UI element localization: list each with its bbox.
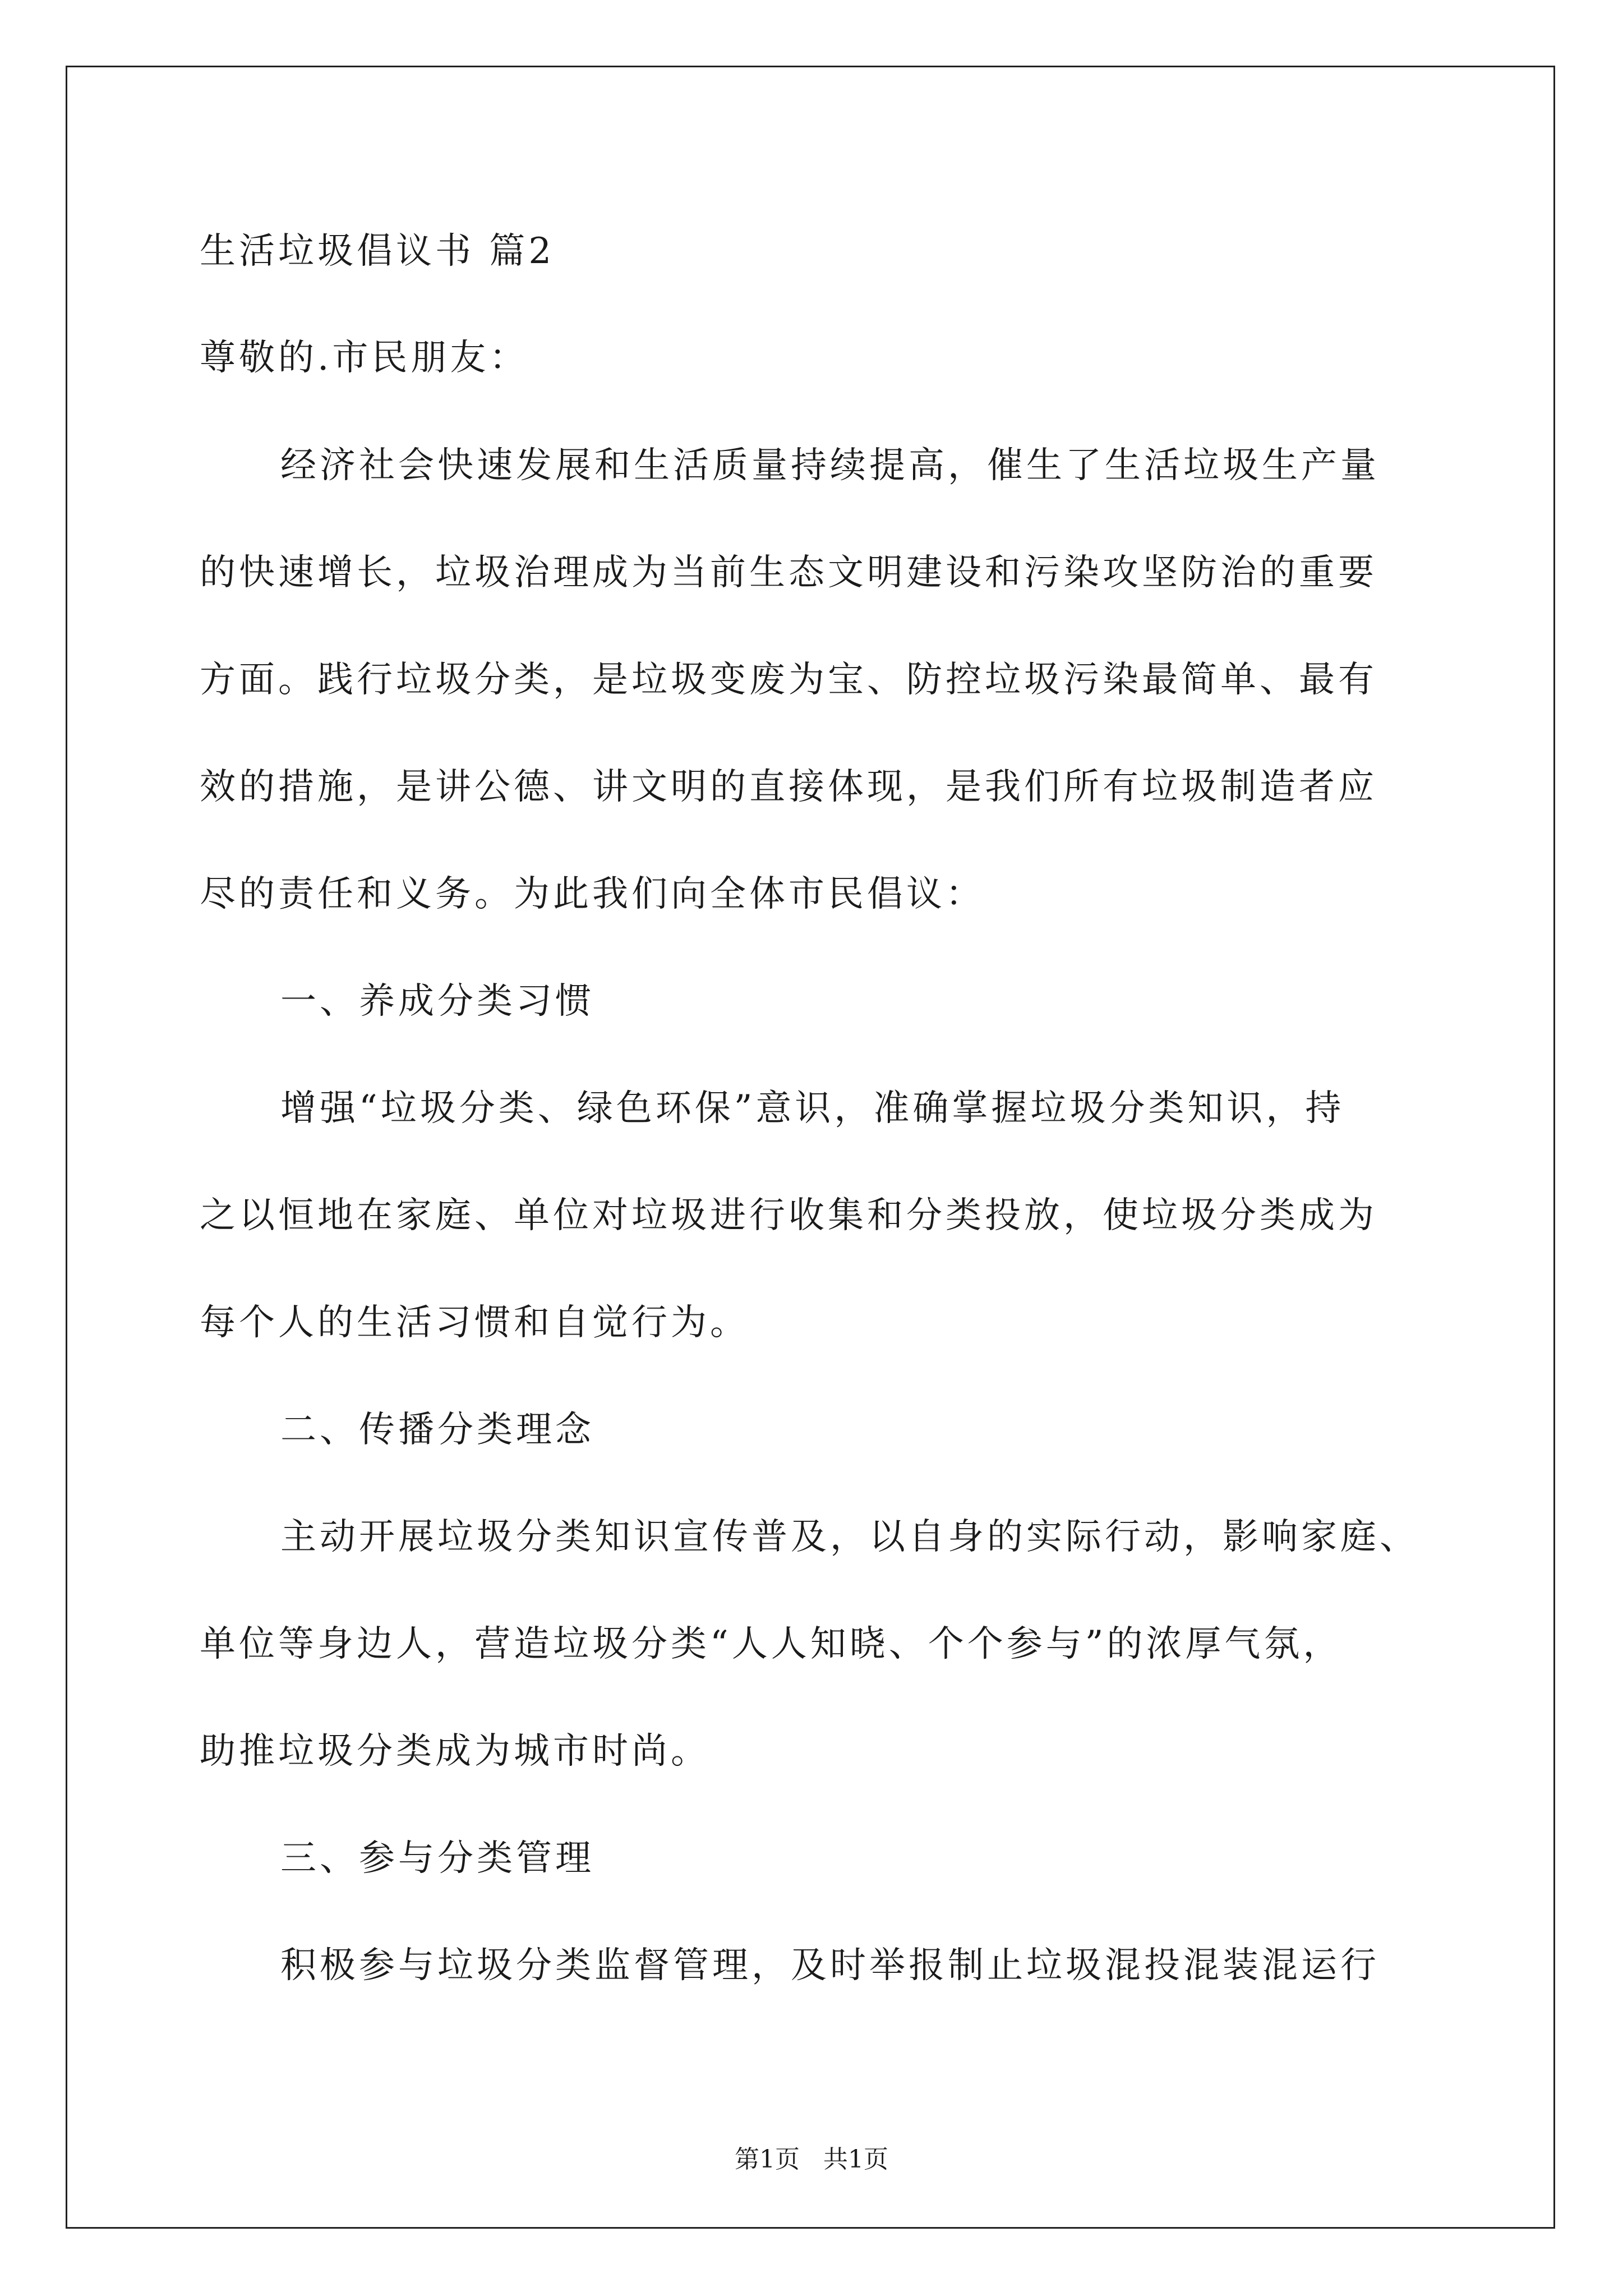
paragraph-line: 每个人的生活习惯和自觉行为。 [200,1302,749,1343]
page-border [66,66,1555,2229]
paragraph-line: 单位等身边人，营造垃圾分类“人人知晓、个个参与”的浓厚气氛， [200,1623,1343,1665]
section-heading: 二、传播分类理念 [280,1409,594,1451]
paragraph-line: 积极参与垃圾分类监督管理，及时举报制止垃圾混投混装混运行 [280,1945,1380,1986]
document-title: 生活垃圾倡议书 篇2 [200,231,555,272]
section-heading: 一、养成分类习惯 [280,981,594,1022]
paragraph-line: 经济社会快速发展和生活质量持续提高，催生了生活垃圾生产量 [280,445,1380,486]
paragraph-line: 尽的责任和义务。为此我们向全体市民倡议： [200,873,985,915]
paragraph-line: 之以恒地在家庭、单位对垃圾进行收集和分类投放，使垃圾分类成为 [200,1195,1377,1236]
paragraph-line: 助推垃圾分类成为城市时尚。 [200,1731,710,1772]
paragraph-line: 的快速增长，垃圾治理成为当前生态文明建设和污染攻坚防治的重要 [200,552,1377,593]
salutation: 尊敬的.市民朋友： [200,337,529,379]
page-footer: 第1页 共1页 [735,2145,888,2174]
paragraph-line: 增强“垃圾分类、绿色环保”意识，准确掌握垃圾分类知识，持 [280,1088,1345,1129]
paragraph-line: 方面。践行垃圾分类，是垃圾变废为宝、防控垃圾污染最简单、最有 [200,659,1377,701]
paragraph-line: 效的措施，是讲公德、讲文明的直接体现，是我们所有垃圾制造者应 [200,766,1377,808]
section-heading: 三、参与分类管理 [280,1838,594,1879]
paragraph-line: 主动开展垃圾分类知识宣传普及，以自身的实际行动，影响家庭、 [280,1516,1419,1558]
